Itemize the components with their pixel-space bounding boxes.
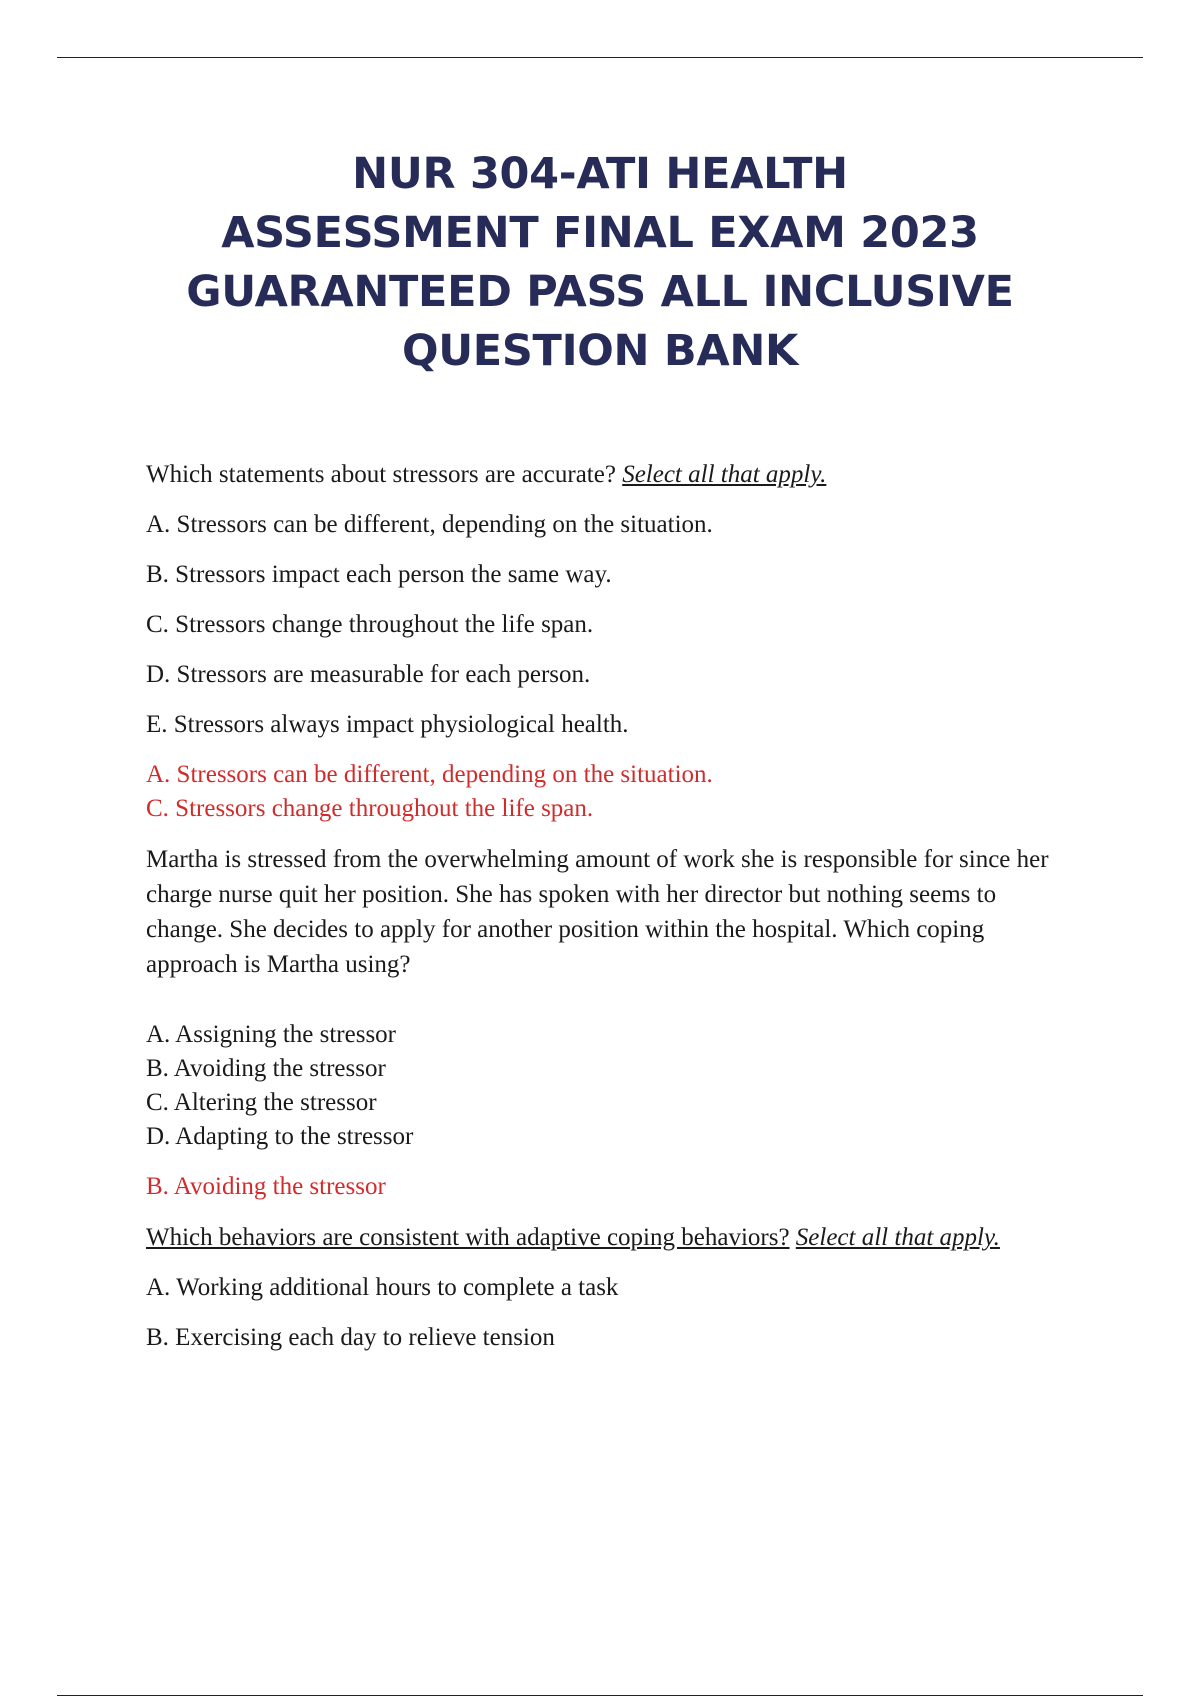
question-3-stem	[146, 1220, 1076, 1255]
option: A. Stressors can be different, depending on the situation.	[146, 511, 713, 538]
option: A. Working additional hours to complete a task	[146, 1274, 619, 1301]
document-title	[100, 145, 1100, 381]
title-line: NUR 304-ATI HEALTH	[352, 149, 848, 199]
question-instruction: Select all that apply.	[622, 461, 827, 488]
option: B. Stressors impact each person the same way.	[146, 561, 612, 588]
option: D. Adapting to the stressor	[146, 1123, 414, 1150]
question-1-stem	[146, 458, 1076, 492]
title-line: ASSESSMENT FINAL EXAM 2023	[221, 208, 979, 258]
question-stem-text: Which statements about stressors are accurate?	[146, 461, 616, 488]
option: A. Assigning the stressor	[146, 1021, 396, 1048]
option: E. Stressors always impact physiological health.	[146, 711, 629, 738]
answer: C. Stressors change throughout the life span.	[146, 795, 594, 822]
question-content	[146, 458, 1076, 1355]
top-rule	[57, 57, 1143, 58]
answer: B. Avoiding the stressor	[146, 1173, 386, 1200]
answer: A. Stressors can be different, depending on the situation.	[146, 761, 713, 788]
title-line: QUESTION BANK	[401, 326, 799, 376]
question-instruction: Select all that apply.	[795, 1224, 1000, 1251]
bottom-rule	[57, 1695, 1143, 1696]
option: B. Exercising each day to relieve tension	[146, 1324, 555, 1351]
option: B. Avoiding the stressor	[146, 1055, 386, 1082]
question-2-stem: Martha is stressed from the overwhelming amount of work she is responsible for since her charge nurse quit her position. She has spoken with her director but nothing seems to change. She decides to apply for another position within the hospital. Which coping approach is Martha using?	[146, 846, 1049, 978]
title-line: GUARANTEED PASS ALL INCLUSIVE	[186, 267, 1014, 317]
option: D. Stressors are measurable for each person.	[146, 661, 591, 688]
question-stem-text: Which behaviors are consistent with adaptive coping behaviors?	[146, 1224, 790, 1251]
option: C. Stressors change throughout the life span.	[146, 611, 594, 638]
option: C. Altering the stressor	[146, 1089, 377, 1116]
